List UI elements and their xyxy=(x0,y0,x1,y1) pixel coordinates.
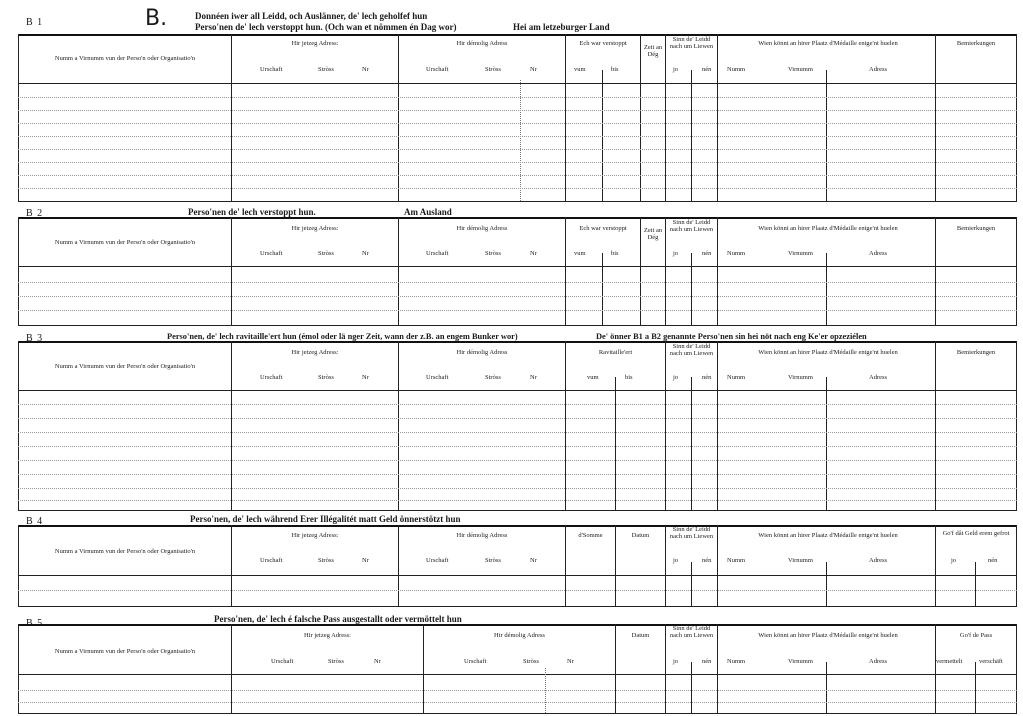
header-remarks: Bemierkungen xyxy=(956,225,996,232)
header-name: Numm a Virnumm vun der Perso'n oder Organisatio'n xyxy=(54,55,196,62)
header-zeit: Zeit an Dég xyxy=(643,44,663,59)
section-title-note: De' önner B1 a B2 genannte Perso'nen sin hei nöt nach eng Ke'er opzeziélen xyxy=(596,332,867,341)
section-b3 xyxy=(18,327,1017,512)
header-current-addr: Hir jetzeg Adress: xyxy=(304,632,351,639)
header-virnumm: Virnumm xyxy=(788,557,813,564)
header-zeit: Zeit an Dég xyxy=(643,227,663,242)
section-label: B 3 xyxy=(26,333,44,344)
header-street: Stròss xyxy=(485,66,501,73)
header-vum: vum xyxy=(574,66,586,73)
header-nr: Nr xyxy=(374,658,381,665)
header-nr: Nr xyxy=(362,374,369,381)
header-street: Stròss xyxy=(318,66,334,73)
header-bis: bis xyxy=(611,250,619,257)
divider xyxy=(18,201,1017,202)
header-prev-addr: Hir démolig Adress xyxy=(456,349,508,356)
header-street: Stròss xyxy=(318,250,334,257)
form-letter: B. xyxy=(145,6,168,31)
header-town: Urschaft xyxy=(260,374,283,381)
header-nen: nén xyxy=(988,557,998,564)
header-name: Numm a Virnumm vun der Perso'n oder Organisatio'n xyxy=(54,548,196,555)
header-ravit: Ravitaille'ert xyxy=(598,349,633,356)
section-title-line1: Donnéen iwer all Leidd, och Auslänner, de' lech geholfef hun xyxy=(195,11,428,21)
header-current-addr: Hir jetzeg Adress: xyxy=(291,532,339,539)
header-town: Urschaft xyxy=(426,557,449,564)
header-nr: Nr xyxy=(530,557,537,564)
header-hidden: Ech war verstoppt xyxy=(579,40,627,47)
section-label: B 5 xyxy=(26,618,44,629)
section-b4 xyxy=(18,512,1017,608)
header-medal: Wien könnt an hirer Plaatz d'Médaille entge'nt huelen xyxy=(758,40,898,47)
header-bis: bis xyxy=(625,374,633,381)
section-b5 xyxy=(18,608,1017,716)
header-bis: bis xyxy=(611,66,619,73)
header-prev-addr: Hir démolig Adress xyxy=(456,532,508,539)
header-nr: Nr xyxy=(362,66,369,73)
header-prev-addr: Hir démolig Adress xyxy=(456,40,508,47)
section-title-line2: Perso'nen de' lech verstoppt hun. (Och wan et nömmen én Dag wor) xyxy=(195,22,457,32)
header-town: Urschaft xyxy=(260,66,283,73)
header-medal: Wien könnt an hirer Plaatz d'Médaille entge'nt huelen xyxy=(758,349,898,356)
header-prev-addr: Hir démolig Adress xyxy=(456,225,508,232)
divider xyxy=(18,83,1017,84)
header-medal: Wien könnt an hirer Plaatz d'Médaille entge'nt huelen xyxy=(758,532,898,539)
header-street: Stròss xyxy=(318,374,334,381)
section-title: Perso'nen, de' lech ravitaille'ert hun (émol oder lä nger Zeit, wann der z.B. an engem Bunker wor) xyxy=(167,332,518,341)
header-adress: Adress xyxy=(869,250,888,257)
header-town: Urschaft xyxy=(271,658,294,665)
header-town: Urschaft xyxy=(426,66,449,73)
header-street: Stròss xyxy=(318,557,334,564)
header-current-addr: Hir jetzeg Adress: xyxy=(291,225,339,232)
section-b2 xyxy=(18,203,1017,327)
header-vum: vum xyxy=(587,374,599,381)
header-jo: jo xyxy=(673,658,679,665)
header-nr: Nr xyxy=(362,250,369,257)
header-name: Numm a Virnumm vun der Perso'n oder Organisatio'n xyxy=(54,648,196,655)
header-town: Urschaft xyxy=(426,250,449,257)
section-title-place: Am Ausland xyxy=(404,207,452,217)
header-numm: Numm xyxy=(727,374,746,381)
header-virnumm: Virnumm xyxy=(788,374,813,381)
header-name: Numm a Virnumm vun der Perso'n oder Organisatio'n xyxy=(54,239,196,246)
header-vum: vum xyxy=(574,250,586,257)
header-adress: Adress xyxy=(869,557,888,564)
header-nen: nén xyxy=(702,557,712,564)
section-label: B 2 xyxy=(26,208,44,219)
header-nen: nén xyxy=(702,374,712,381)
header-datum: Datum xyxy=(631,632,650,639)
header-current-addr: Hir jetzeg Adress: xyxy=(291,349,339,356)
header-pass: Go'f de Pass xyxy=(959,632,993,639)
header-vermettelt: vermettelt xyxy=(936,658,963,665)
header-sinn-leidd: Sinn de' Leidd nach um Liewen xyxy=(669,219,714,234)
section-label: B 1 xyxy=(26,17,44,28)
divider xyxy=(18,34,1017,36)
header-sinn-leidd: Sinn de' Leidd nach um Liewen xyxy=(669,625,714,640)
header-street: Stròss xyxy=(485,557,501,564)
header-virnumm: Virnumm xyxy=(788,250,813,257)
section-title-place: Hei am letzeburger Land xyxy=(513,22,610,32)
header-adress: Adress xyxy=(869,374,888,381)
header-street: Stròss xyxy=(523,658,539,665)
header-jo: jo xyxy=(951,557,957,564)
header-medal: Wien könnt an hirer Plaatz d'Médaille entge'nt huelen xyxy=(758,225,898,232)
header-nen: nén xyxy=(702,658,712,665)
header-somme: d'Somme xyxy=(578,532,603,539)
header-nr: Nr xyxy=(362,557,369,564)
header-nr: Nr xyxy=(567,658,574,665)
header-street: Stròss xyxy=(485,374,501,381)
header-remarks: Bemierkungen xyxy=(956,40,996,47)
header-town: Urschaft xyxy=(260,250,283,257)
header-virnumm: Virnumm xyxy=(788,66,813,73)
header-sinn-leidd: Sinn de' Leidd nach um Liewen xyxy=(669,343,714,358)
header-nen: nén xyxy=(702,250,712,257)
header-adress: Adress xyxy=(869,658,888,665)
section-title: Perso'nen, de' lech é falsche Pass ausgestallt oder vermöttelt hun xyxy=(214,614,462,624)
header-numm: Numm xyxy=(727,66,746,73)
header-adress: Adress xyxy=(869,66,888,73)
header-nen: nén xyxy=(702,66,712,73)
header-nr: Nr xyxy=(530,66,537,73)
header-town: Urschaft xyxy=(426,374,449,381)
header-hidden: Ech war verstoppt xyxy=(579,225,627,232)
header-sinn-leidd: Sinn de' Leidd nach um Liewen xyxy=(669,526,714,541)
header-prev-addr: Hir démolig Adress xyxy=(494,632,545,639)
header-town: Urschaft xyxy=(260,557,283,564)
header-money-back: Go'f dât Geld erem gefrot xyxy=(942,530,1010,537)
header-town: Urschaft xyxy=(464,658,487,665)
section-title: Perso'nen, de' lech während Erer Illégalitét matt Geld önnerstötzt hun xyxy=(190,514,461,524)
header-current-addr: Hir jetzeg Adress: xyxy=(291,40,339,47)
header-numm: Numm xyxy=(727,557,746,564)
header-datum: Datum xyxy=(631,532,650,539)
header-nr: Nr xyxy=(530,374,537,381)
header-jo: jo xyxy=(673,66,679,73)
section-title: Perso'nen de' lech verstoppt hun. xyxy=(188,207,316,217)
header-name: Numm a Virnumm vun der Perso'n oder Organisatio'n xyxy=(54,363,196,370)
header-numm: Numm xyxy=(727,658,746,665)
header-virnumm: Virnumm xyxy=(788,658,813,665)
header-jo: jo xyxy=(673,374,679,381)
section-label: B 4 xyxy=(26,516,44,527)
header-remarks: Bemierkungen xyxy=(956,349,996,356)
header-street: Stròss xyxy=(485,250,501,257)
header-nr: Nr xyxy=(530,250,537,257)
header-numm: Numm xyxy=(727,250,746,257)
section-b1 xyxy=(18,0,1017,203)
header-sinn-leidd: Sinn de' Leidd nach um Liewen xyxy=(669,36,714,51)
header-street: Stròss xyxy=(328,658,344,665)
header-jo: jo xyxy=(673,557,679,564)
header-medal: Wien könnt an hirer Plaatz d'Médaille entge'nt huelen xyxy=(758,632,898,639)
header-jo: jo xyxy=(673,250,679,257)
header-verschaft: verschäft xyxy=(979,658,1003,665)
